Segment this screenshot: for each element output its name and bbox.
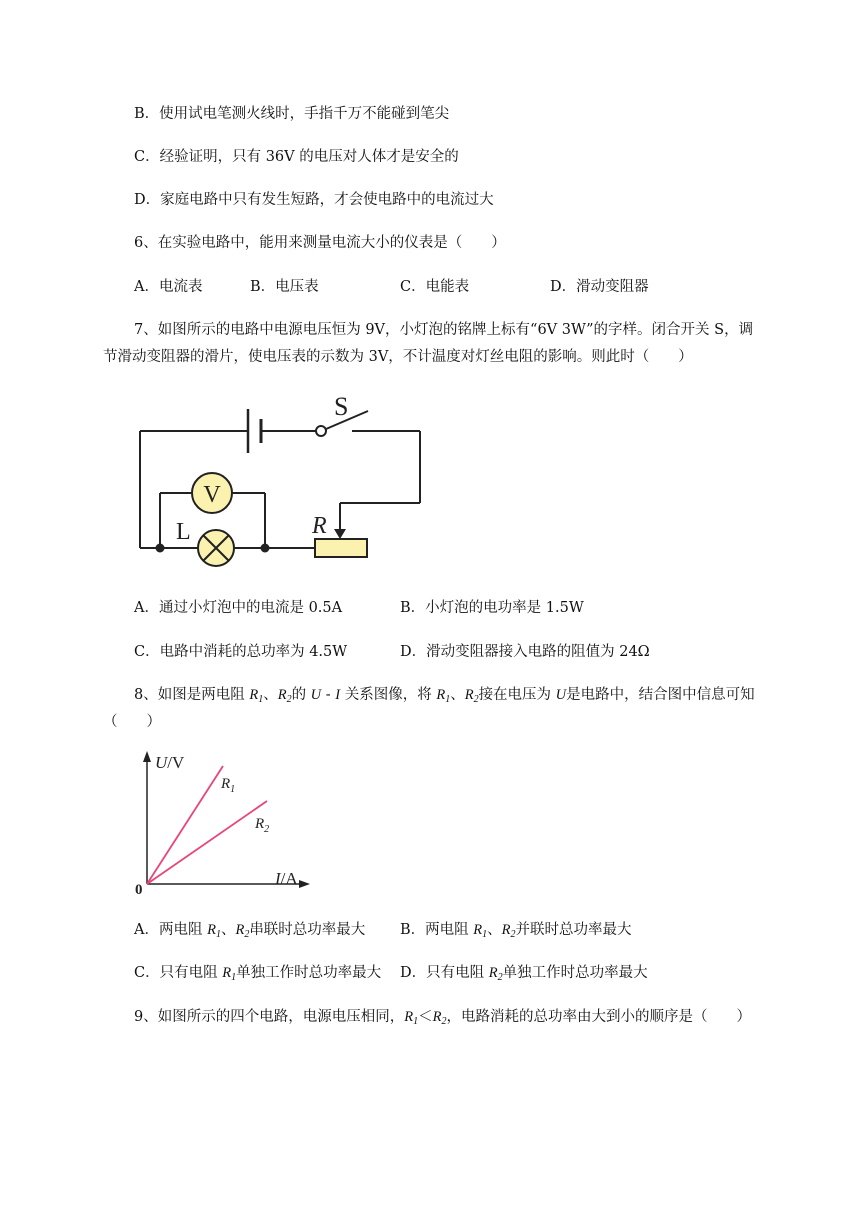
q8-option-d: D．只有电阻 $R_2$单独工作时总功率最大	[400, 965, 648, 983]
x-axis-label: I/A	[275, 869, 298, 888]
q8-stem-line2: （ ）	[103, 714, 161, 730]
switch-label: S	[334, 392, 349, 421]
q5-option-b: B．使用试电笔测火线时，手指千万不能碰到笔尖	[134, 106, 450, 122]
q7-stem-line1: 7、如图所示的电路中电源电压恒为 9V，小灯泡的铭牌上标有“6V 3W”的字样。闭合开关 S，调	[134, 322, 754, 338]
q6-option-d: D．滑动变阻器	[550, 279, 649, 295]
q7-stem-line2: 节滑动变阻器的滑片，使电压表的示数为 3V，不计温度对灯丝电阻的影响。则此时（ ）	[103, 349, 693, 365]
origin-label: 0	[135, 882, 143, 898]
q8-option-a: A．两电阻 $R_1$、$R_2$串联时总功率最大	[134, 922, 366, 940]
r2-label: $R_2$	[255, 816, 270, 835]
r2-line	[147, 801, 270, 884]
q6-stem: 6、在实验电路中，能用来测量电流大小的仪表是（ ）	[134, 235, 506, 251]
q6-option-b: B．电压表	[250, 279, 319, 295]
q8-ui-graph	[125, 748, 315, 898]
y-axis-label: U/V	[155, 753, 185, 772]
q7-option-c: C．电路中消耗的总功率为 4.5W	[134, 644, 348, 660]
q8-option-b: B．两电阻 $R_1$、$R_2$并联时总功率最大	[400, 922, 632, 940]
r1-line	[147, 766, 223, 884]
q7-option-b: B．小灯泡的电功率是 1.5W	[400, 600, 584, 616]
r1-label: $R_1$	[221, 776, 236, 795]
voltmeter-label: V	[203, 482, 221, 508]
rheostat-label: R	[312, 513, 327, 539]
q8-stem-line1: 8、如图是两电阻 $R_1$、$R_2$的 U - I 关系图像，将 $R_1$、$R_2$接在电压为 U是电路中，结合图中信息可知	[134, 687, 755, 705]
q5-option-c: C．经验证明，只有 36V 的电压对人体才是安全的	[134, 149, 459, 165]
q6-option-c: C．电能表	[400, 279, 470, 295]
q5-option-d: D．家庭电路中只有发生短路，才会使电路中的电流过大	[134, 192, 494, 208]
lamp-label: L	[176, 519, 191, 545]
q7-circuit-diagram	[130, 385, 430, 570]
q9-stem: 9、如图所示的四个电路，电源电压相同，$R_1<R_2$，电路消耗的总功率由大到小的顺序是（ ）	[134, 1009, 751, 1027]
q6-option-a: A．电流表	[134, 279, 203, 295]
q8-option-c: C．只有电阻 $R_1$单独工作时总功率最大	[134, 965, 382, 983]
q7-option-a: A．通过小灯泡中的电流是 0.5A	[134, 600, 343, 616]
q7-option-d: D．滑动变阻器接入电路的阻值为 24Ω	[400, 644, 650, 660]
